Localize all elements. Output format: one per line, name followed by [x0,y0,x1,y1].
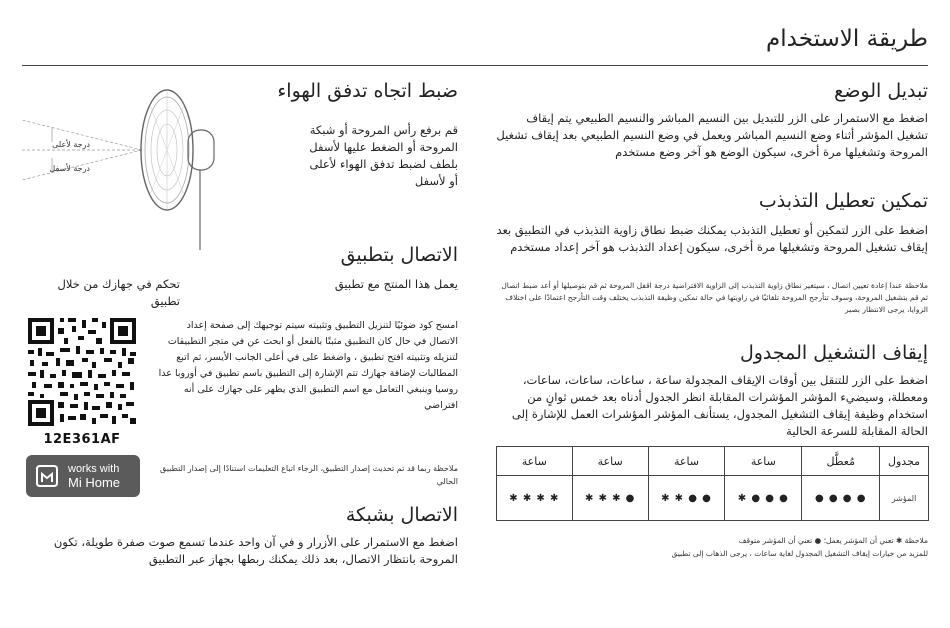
oscillation-body: اضغط على الزر لتمكين أو تعطيل التذبذب يمكنك ضبط نطاق زاوية التذبذب في التطبيق بعد إيقاف تشغيل المروحة وتشغيلها مرة أخرى، سيكون إعداد التذبذب هو آخر إعداد مستخدم [496,223,928,254]
timer-note-line2: للمزيد من خيارات إيقاف التشغيل المجدول لغاية ساعات ، يرجى الذهاب إلى تطبيق [671,549,928,558]
mi-home-badge [26,455,140,497]
switch-mode-body: اضغط مع الاستمرار على الزر للتبديل بين النسيم المباشر والنسيم الطبيعي يتم إيقاف تشغيل المؤشر أثناء وضع النسيم المباشر ويعمل في وضع النسيم الطبيعي بعد إيقاف تشغيل المروحة وتشغيلها مرة أخرى، سيكون الوضع هو آخر وضع مستخدم [496,111,928,159]
timer-table-indicator-row [497,476,929,521]
badge-line1: works with [68,463,120,475]
timer-note-line1: ملاحظة ✱ تعني أن المؤشر يعمل؛ ● تعني أن المؤشر متوقف [738,536,928,545]
indicator-cell: ● ● ● ● [802,476,880,521]
qr-code-label: 12E361AF [43,432,121,447]
qr-code-icon[interactable] [26,316,138,428]
app-control: تحكم في جهازك من خلال تطبيق [57,277,180,308]
timer-table-header: مجدول [880,447,929,476]
airflow-label-up: درجة لأعلى [52,140,90,149]
timer-table [496,446,929,521]
timer-table-row-label: المؤشر [880,476,929,521]
timer-heading: إيقاف التشغيل المجدول [739,342,928,364]
airflow-label-down: درجة لأسفل [49,164,90,173]
timer-table-header: ساعة [497,447,573,476]
app-note: ملاحظة ربما قد تم تحديث إصدار التطبيق، الرجاء اتباع التعليمات استنادًا إلى إصدار التطبيق الحالي [160,464,458,486]
oscillation-note: ملاحظة عندا إعادة تعيين اتصال ، سيتغير نطاق زاوية التذبذب إلى الزاوية الافتراضية درجة اقفل المروحة ثم قم بتوصيلها أو أعد ضبط اتصال ثم قم بتشغيل المروحة، وسوف تتأرجح المروحة تلقائيًا في زاويتها في حالة تمكين وظيفة التذبذب يختلف وقت التأرجح اعتمادًا على اختلاف الزوايا، يرجى الانتظار بصبر [501,281,928,314]
title-divider [22,65,928,66]
indicator-cell: ● ● ✱ ✱ [648,476,725,521]
timer-table-header: ساعة [572,447,648,476]
network-heading: الاتصال بشبكة [345,504,458,526]
timer-table-header: مُعطَّل [802,447,880,476]
switch-mode-heading: تبديل الوضع [834,80,928,102]
app-works-with: يعمل هذا المنتج مع تطبيق [334,277,458,291]
airflow-body: قم برفع رأس المروحة أو شبكة المروحة أو الضغط عليها لأسفل بلطف لضبط تدفق الهواء لأعلى أو لأسفل [309,123,458,188]
timer-table-header: ساعة [648,447,725,476]
mi-home-logo-icon [32,461,62,491]
indicator-cell: ● ● ● ✱ [725,476,802,521]
app-heading: الاتصال بتطبيق [340,244,458,266]
network-body: اضغط مع الاستمرار على الأزرار و في آن واحد عندما تسمع صوت صفرة طويلة، تكون المروحة بانتظار الاتصال، بعد ذلك يمكنك ربطها بجهاز عبر التطبيق [53,535,458,566]
timer-body: اضغط على الزر للتنقل بين أوقات الإيقاف المجدولة ساعة ، ساعات، ساعات، ساعات، ومعطلة، وسيضيء المؤشر المؤشرات المقابلة انظر الجدول أدناه بعد خمس ثوانٍ من استخدام وظيفة إيقاف التشغيل المجدول، يستأنف المؤشر المؤشرات العمل للإشارة إلى الحالة المقابلة للسرعة الحالية [511,373,928,438]
oscillation-heading: تمكين تعطيل التذبذب [758,190,928,212]
page-title: طريقة الاستخدام [766,26,928,52]
badge-line2: Mi Home [68,475,121,490]
app-instructions: امسح كود ضوئيًا لتنزيل التطبيق وتثبيته سيتم توجيهك إلى صفحة إعداد الاتصال في حال كان التطبيق مثبتًا بالفعل أو ابحث عن في متجر التطبيقات لتنزيله وتثبيته افتح تطبيق ، واضغط على في أعلى الجانب الأيسر، ثم اتبع المطالبات لإضافة جهازك تتم الإشارة إلى التطبيق باسم تطبيق في أوروبا عدا روسيا وينبغي التعامل مع اسم التطبيق الذي يظهر على جهازك على أنه افتراضي [158,320,458,411]
timer-table-header-row [497,447,929,476]
indicator-cell: ● ✱ ✱ ✱ [572,476,648,521]
indicator-cell: ✱ ✱ ✱ ✱ [497,476,573,521]
airflow-heading: ضبط اتجاه تدفق الهواء [277,80,458,102]
timer-table-header: ساعة [725,447,802,476]
